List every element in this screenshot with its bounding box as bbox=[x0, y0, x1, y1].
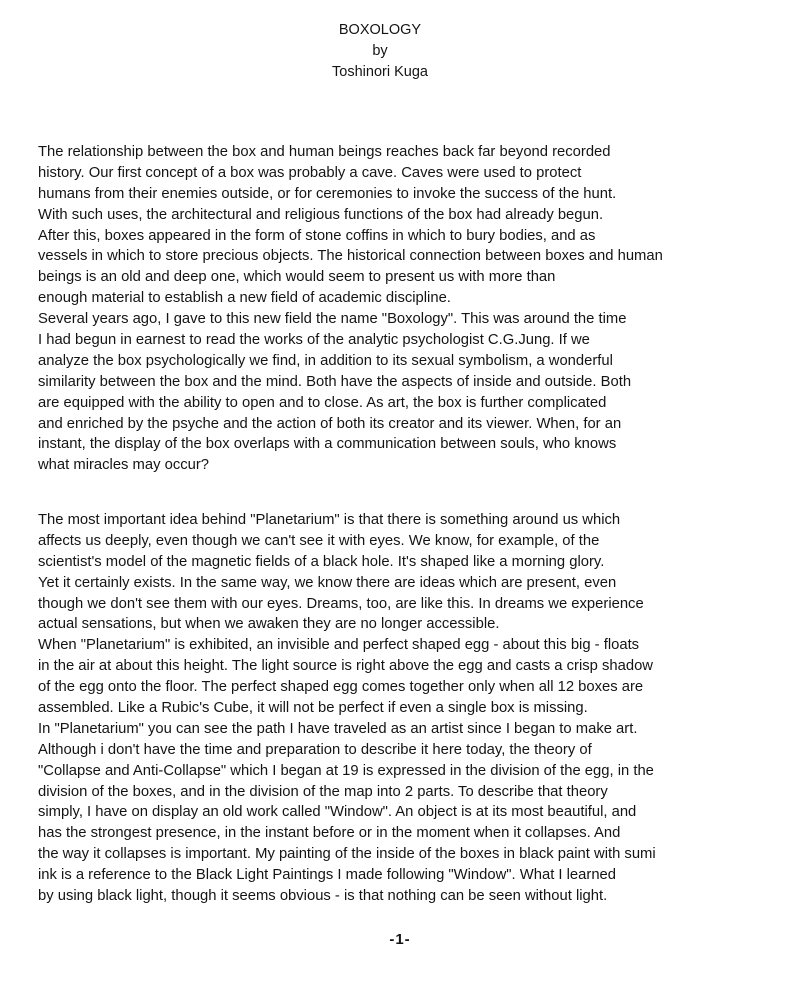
text-line: After this, boxes appeared in the form of stone coffins in which to bury bodies, and as bbox=[38, 227, 596, 244]
text-line: instant, the display of the box overlaps with a communication between souls, who knows bbox=[38, 436, 617, 453]
text-line: assembled. Like a Rubic's Cube, it will not be perfect if even a single box is missing. bbox=[38, 700, 588, 717]
section-boxology bbox=[38, 142, 768, 476]
text-line: Although i don't have the time and preparation to describe it here today, the theory of bbox=[38, 741, 592, 758]
byline-by: by bbox=[372, 43, 388, 59]
text-line: analyze the box psychologically we find, in addition to its sexual symbolism, a wonderful bbox=[38, 352, 613, 369]
text-line: humans from their enemies outside, or for ceremonies to invoke the success of the hunt. bbox=[38, 185, 617, 202]
text-line: Several years ago, I gave to this new field the name "Boxology". This was around the time bbox=[38, 311, 627, 328]
text-line: The most important idea behind "Planetarium" is that there is something around us which bbox=[38, 512, 621, 528]
text-line: vessels in which to store precious objects. The historical connection between boxes and human bbox=[38, 248, 663, 265]
text-line: of the egg onto the floor. The perfect shaped egg comes together only when all 12 boxes are bbox=[38, 679, 644, 696]
text-line: affects us deeply, even though we can't see it with eyes. We know, for example, of the bbox=[38, 532, 600, 549]
document-title: BOXOLOGY bbox=[338, 22, 422, 38]
text-line: With such uses, the architectural and religious functions of the box had already begun. bbox=[38, 206, 604, 223]
section-planetarium bbox=[38, 510, 768, 907]
text-line: actual sensations, but when we awaken they are no longer accessible. bbox=[38, 616, 500, 633]
text-line: In "Planetarium" you can see the path I have traveled as an artist since I began to make art. bbox=[38, 720, 638, 737]
text-line: division of the boxes, and in the division of the map into 2 parts. To describe that theory bbox=[38, 783, 608, 800]
text-line: the way it collapses is important. My painting of the inside of the boxes in black paint with sumi bbox=[38, 846, 656, 863]
text-line: scientist's model of the magnetic fields of a black hole. It's shaped like a morning glory. bbox=[38, 553, 605, 570]
text-line: has the strongest presence, in the instant before or in the moment when it collapses. And bbox=[38, 825, 621, 842]
text-line: Yet it certainly exists. In the same way, we know there are ideas which are present, even bbox=[38, 574, 617, 591]
text-line: are equipped with the ability to open and to close. As art, the box is further complicated bbox=[38, 394, 607, 411]
text-line: When "Planetarium" is exhibited, an invisible and perfect shaped egg - about this big - floats bbox=[38, 637, 640, 654]
author-name: Toshinori Kuga bbox=[332, 64, 428, 80]
text-line: beings is an old and deep one, which would seem to present us with more than bbox=[38, 269, 556, 286]
text-line: ink is a reference to the Black Light Paintings I made following "Window". What I learned bbox=[38, 867, 617, 884]
text-line: similarity between the box and the mind. Both have the aspects of inside and outside. Both bbox=[38, 373, 632, 390]
text-line: "Collapse and Anti-Collapse" which I began at 19 is expressed in the division of the egg, in the bbox=[38, 762, 654, 779]
text-line: and enriched by the psyche and the action of both its creator and its viewer. When, for an bbox=[38, 415, 622, 432]
text-line: though we don't see them with our eyes. Dreams, too, are like this. In dreams we experience bbox=[38, 595, 644, 612]
text-line: history. Our first concept of a box was probably a cave. Caves were used to protect bbox=[38, 164, 582, 181]
text-line: The relationship between the box and human beings reaches back far beyond recorded bbox=[38, 144, 611, 160]
page-number: -1- bbox=[389, 931, 411, 948]
text-line: in the air at about this height. The light source is right above the egg and casts a crisp shadow bbox=[38, 658, 653, 675]
text-line: I had begun in earnest to read the works of the analytic psychologist C.G.Jung. If we bbox=[38, 332, 590, 349]
document-header bbox=[0, 20, 760, 83]
text-line: simply, I have on display an old work called "Window". An object is at its most beautiful, and bbox=[38, 804, 637, 821]
text-line: what miracles may occur? bbox=[38, 457, 210, 474]
text-line: enough material to establish a new field of academic discipline. bbox=[38, 290, 451, 307]
text-line: by using black light, though it seems obvious - is that nothing can be seen without light. bbox=[38, 888, 608, 905]
